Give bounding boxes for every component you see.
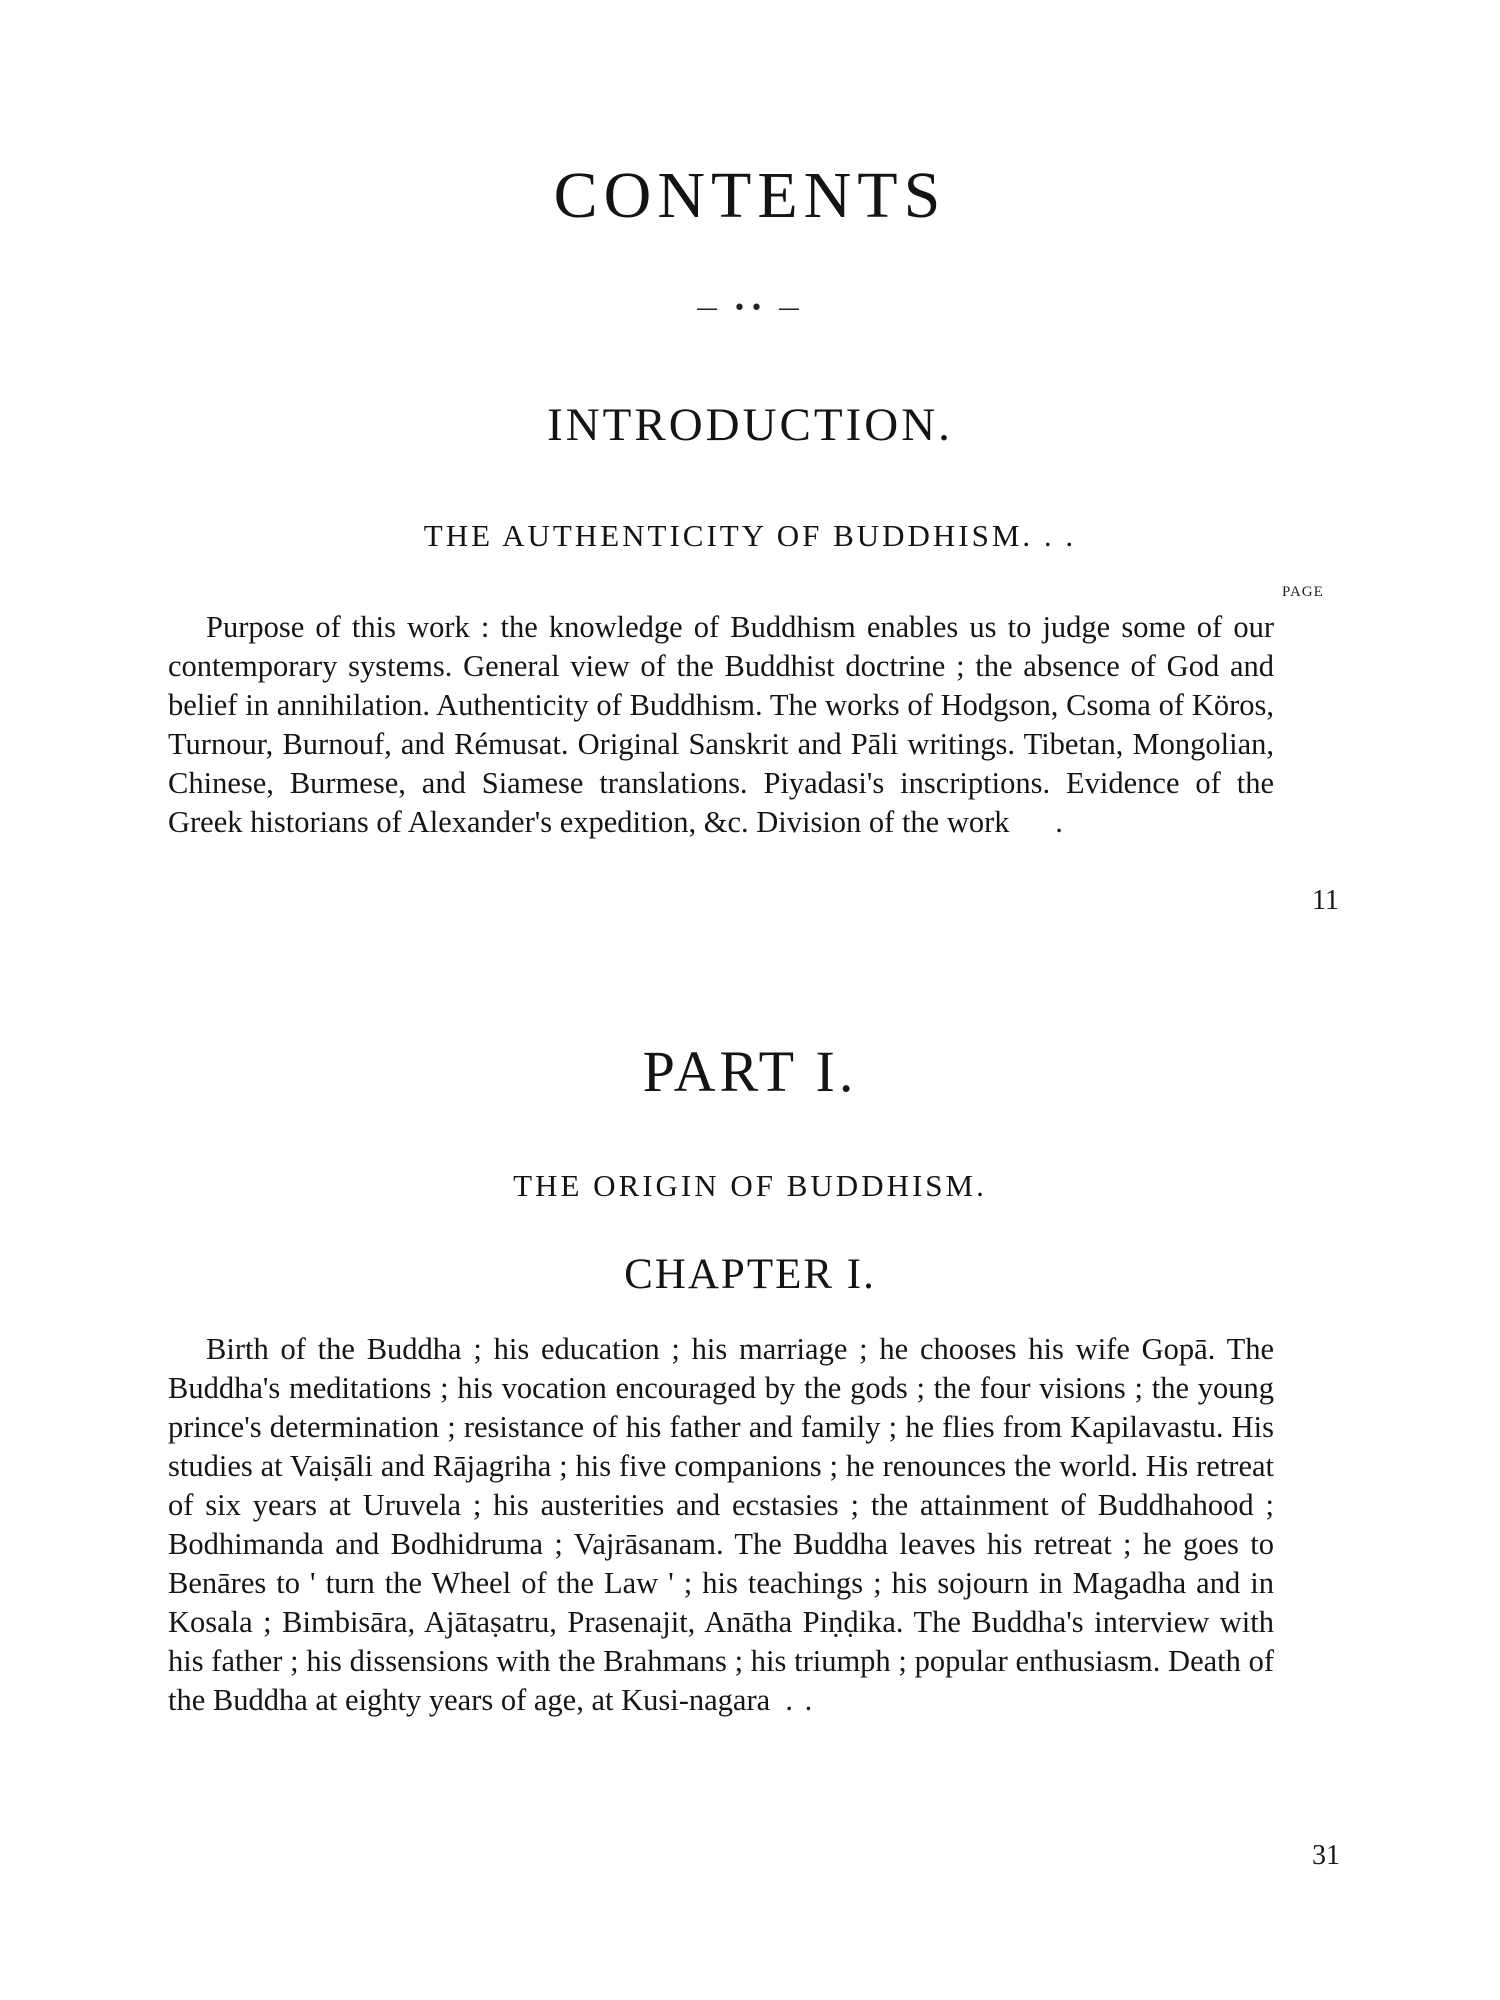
introduction-summary-text: Purpose of this work : the knowledge of Buddhism enables us to judge some of our contemporary systems. General view of the Buddhist doctrine ; the absence of God and belief in annihilation. Authenticity of Buddhism. The works of Hodgson, Csoma of Köros, Turnour, Burnouf, and Rémusat. Original Sanskrit and Pāli writings. Tibetan, Mongolian, Chinese, Burmese, and Siamese translations. Piyadasi's inscriptions. Evidence of the Greek historians of Alexander's expedition, &c. Division of the work: [168, 610, 1274, 839]
page-title: CONTENTS: [553, 159, 947, 232]
chapter-page-number: 31: [1312, 1840, 1340, 1871]
chapter-leader-dots: . .: [785, 1683, 815, 1717]
introduction-heading: INTRODUCTION.: [547, 399, 953, 451]
introduction-summary: [168, 608, 1274, 842]
introduction-subheading: THE AUTHENTICITY OF BUDDHISM. . .: [423, 518, 1077, 553]
page-column-label: PAGE: [1282, 584, 1324, 600]
part-heading: PART I.: [642, 1039, 858, 1104]
chapter-summary-text: Birth of the Buddha ; his education ; his marriage ; he chooses his wife Gopā. The Buddha's meditations ; his vocation encouraged by the gods ; the four visions ; the young prince's determination ; resistance of his father and family ; he flies from Kapilavastu. His studies at Vaiṣāli and Rājagriha ; his five companions ; he renounces the world. His retreat of six years at Uruvela ; his austerities and ecstasies ; the attainment of Buddhahood ; Bodhimanda and Bodhidruma ; Vajrāsanam. The Buddha leaves his retreat ; he goes to Benāres to ' turn the Wheel of the Law ' ; his teachings ; his sojourn in Magadha and in Kosala ; Bimbisāra, Ajātaṣatru, Prasenajit, Anātha Piṇḍika. The Buddha's interview with his father ; his dissensions with the Brahmans ; his triumph ; popular enthusiasm. Death of the Buddha at eighty years of age, at Kusi-nagara: [168, 1332, 1274, 1717]
chapter-heading: CHAPTER I.: [624, 1251, 876, 1298]
part-subheading: THE ORIGIN OF BUDDHISM.: [513, 1168, 987, 1203]
introduction-page-number: 11: [1312, 885, 1339, 916]
chapter-summary: [168, 1330, 1274, 1720]
introduction-leader-dots: .: [1055, 805, 1065, 839]
ornament-divider: — •• —: [696, 296, 804, 321]
